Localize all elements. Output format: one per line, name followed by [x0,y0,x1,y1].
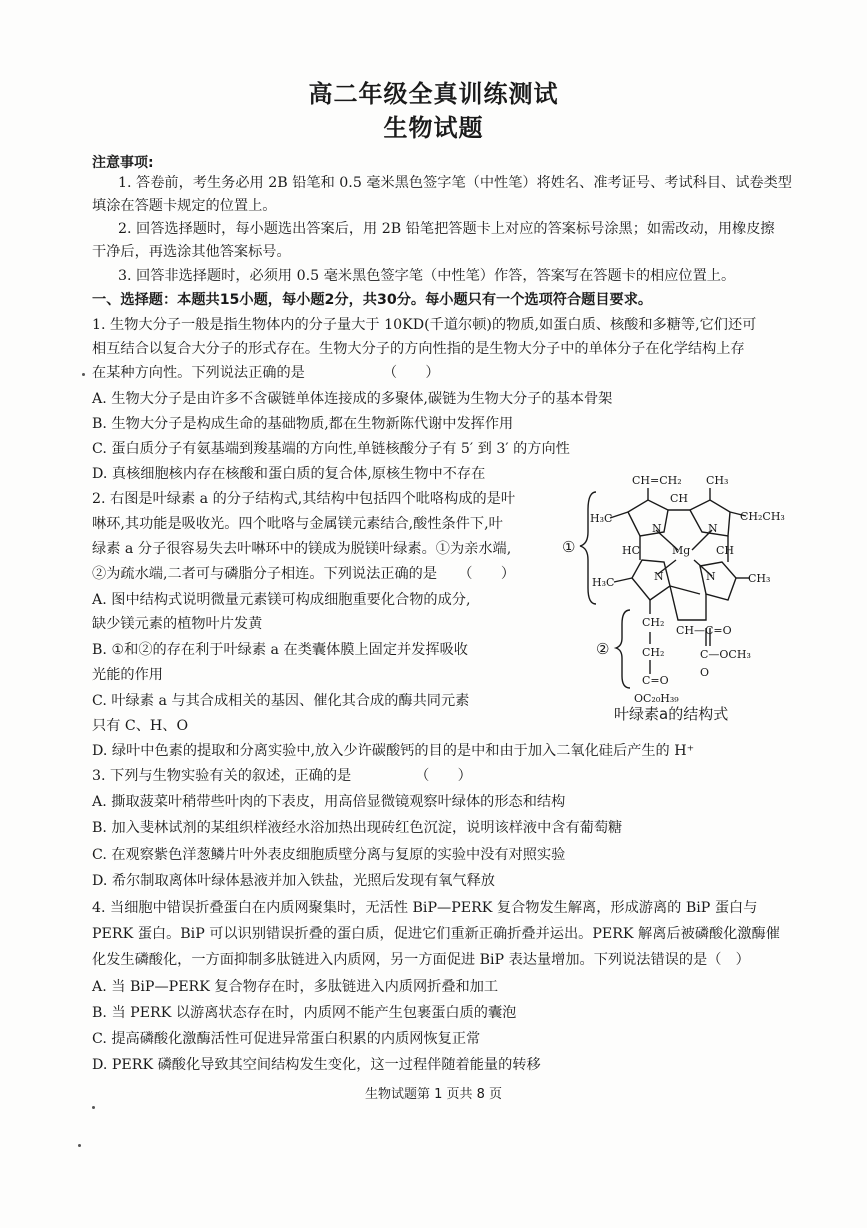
label-ch-top: CH [670,492,689,505]
q2-option-b-line-1: B. ①和②的存在利于叶绿素 a 在类囊体膜上固定并发挥吸收 [92,642,468,658]
label-c-eq-o: C=O [642,674,669,687]
q2-stem-line-2: 啉环,其功能是吸收光。四个吡咯与金属镁元素结合,酸性条件下,叶 [92,516,503,532]
notes-heading: 注意事项: [92,155,154,171]
label-hydrophobic: ② [596,640,610,658]
label-ch2-b: CH₂ [642,646,665,659]
q4-stem-line-1: 4. 当细胞中错误折叠蛋白在内质网聚集时，无活性 BiP—PERK 复合物发生解离，形成游离的 BiP 蛋白与 [92,900,758,916]
q1-stem-line-1: 1. 生物大分子一般是指生物体内的分子量大于 10KD(千道尔顿)的物质,如蛋白质、核酸和多糖等,它们还可 [92,317,757,333]
q4-option-a: A. 当 BiP—PERK 复合物存在时，多肽链进入内质网折叠和加工 [92,979,499,995]
stray-mark [78,1144,81,1147]
q1-stem-line-2: 相互结合以复合大分子的形式存在。生物大分子的方向性指的是生物大分子中的单体分子在化学结构上存 [92,341,745,357]
label-hydrophilic: ① [562,538,576,556]
label-ch3-right: CH₃ [748,572,771,585]
section-heading: 一、选择题：本题共15小题，每小题2分，共30分。每小题只有一个选项符合题目要求。 [92,292,653,308]
q4-stem-line-3: 化发生磷酸化，一方面抑制多肽链进入内质网，另一方面促进 BiP 表达量增加。下列说法错误的是（ ） [92,952,750,968]
page-title: 高二年级全真训练测试 [308,80,559,108]
q2-option-c-line-2: 只有 C、H、O [92,718,189,734]
chlorophyll-structure-figure [560,470,810,740]
q3-option-b: B. 加入斐林试剂的某组织样液经水浴加热出现砖红色沉淀，说明该样液中含有葡萄糖 [92,820,623,836]
label-ethyl: CH₂CH₃ [740,510,785,523]
note-1-line-2: 填涂在答题卡规定的位置上。 [92,198,277,214]
page-subtitle: 生物试题 [383,114,484,142]
q1-option-b: B. 生物大分子是构成生命的基础物质,都在生物新陈代谢中发挥作用 [92,416,514,432]
q2-option-b-line-2: 光能的作用 [92,667,163,683]
label-ch-co: CH—C=O [676,624,732,637]
label-mg: Mg [672,544,691,557]
q4-stem-line-2: PERK 蛋白。BiP 可以识别错误折叠的蛋白质，促进它们重新正确折叠并运出。PERK 解离后被磷酸化激酶催 [92,926,780,942]
q3-stem: 3. 下列与生物实验有关的叙述，正确的是 （ ） [92,768,472,784]
q2-stem-line-4: ②为疏水端,二者可与磷脂分子相连。下列说法正确的是 （ ） [92,566,516,582]
q4-option-d: D. PERK 磷酸化导致其空间结构发生变化，这一过程伴随着能量的转移 [92,1057,541,1073]
q3-option-c: C. 在观察紫色洋葱鳞片叶外表皮细胞质壁分离与复原的实验中没有对照实验 [92,847,566,863]
note-2-line-2: 干净后，再选涂其他答案标号。 [92,244,291,260]
label-o: O [700,666,710,679]
label-vinyl: CH=CH₂ [632,474,682,487]
q4-option-b: B. 当 PERK 以游离状态存在时，内质网不能产生包裹蛋白质的囊泡 [92,1005,517,1021]
label-ch2-a: CH₂ [642,616,665,629]
q2-stem-line-1: 2. 右图是叶绿素 a 的分子结构式,其结构中包括四个吡咯构成的是叶 [92,491,516,507]
q2-stem-line-3: 绿素 a 分子很容易失去叶啉环中的镁成为脱镁叶绿素。①为亲水端, [92,541,512,557]
label-n-bl: N [654,570,664,583]
page-footer: 生物试题第 1 页共 8 页 [364,1087,503,1102]
q2-option-c-line-1: C. 叶绿素 a 与其合成相关的基因、催化其合成的酶共同元素 [92,693,470,709]
q2-option-a-line-1: A. 图中结构式说明微量元素镁可构成细胞重要化合物的成分, [92,592,471,608]
label-n-br: N [706,570,716,583]
figure-caption: 叶绿素a的结构式 [614,705,729,723]
q1-option-a: A. 生物大分子是由许多不含碳链单体连接成的多聚体,碳链为生物大分子的基本骨架 [92,391,613,407]
stray-mark [82,373,85,376]
note-1-line-1: 1. 答卷前，考生务必用 2B 铅笔和 0.5 毫米黑色签字笔（中性笔）将姓名、准考证号、考试科目、试卷类型 [118,175,792,191]
q4-option-c: C. 提高磷酸化激酶活性可促进异常蛋白积累的内质网恢复正常 [92,1031,481,1047]
label-co-och3: C—OCH₃ [700,648,751,661]
q2-option-d: D. 绿叶中色素的提取和分离实验中,放入少许碳酸钙的目的是中和由于加入二氧化硅后产生的 H⁺ [92,743,695,759]
q1-stem-line-3: 在某种方向性。下列说法正确的是 （ ） [92,365,440,381]
label-ch3-top: CH₃ [706,474,729,487]
label-hc-left: HC [622,544,641,557]
stray-mark [92,1106,95,1109]
q2-option-a-line-2: 缺少镁元素的植物叶片发黄 [92,616,263,632]
q1-option-c: C. 蛋白质分子有氨基端到羧基端的方向性,单链核酸分子有 5′ 到 3′ 的方向性 [92,441,570,457]
note-3: 3. 回答非选择题时，必须用 0.5 毫米黑色签字笔（中性笔）作答，答案写在答题卡的相应位置上。 [118,268,736,284]
label-ch-right: CH [716,544,735,557]
label-h3c-left: H₃C [590,512,613,525]
label-h3c-left2: H₃C [592,576,615,589]
label-n-tr: N [708,522,718,535]
q3-option-d: D. 希尔制取离体叶绿体悬液并加入铁盐，光照后发现有氧气释放 [92,873,495,889]
note-2-line-1: 2. 回答选择题时，每小题选出答案后，用 2B 铅笔把答题卡上对应的答案标号涂黑；如需改动，用橡皮擦 [118,221,775,237]
q1-option-d: D. 真核细胞核内存在核酸和蛋白质的复合体,原核生物中不存在 [92,466,486,482]
q3-option-a: A. 撕取菠菜叶稍带些叶肉的下表皮，用高倍显微镜观察叶绿体的形态和结构 [92,794,566,810]
label-n-tl: N [652,522,662,535]
label-o-c20: OC₂₀H₃₉ [634,692,679,705]
